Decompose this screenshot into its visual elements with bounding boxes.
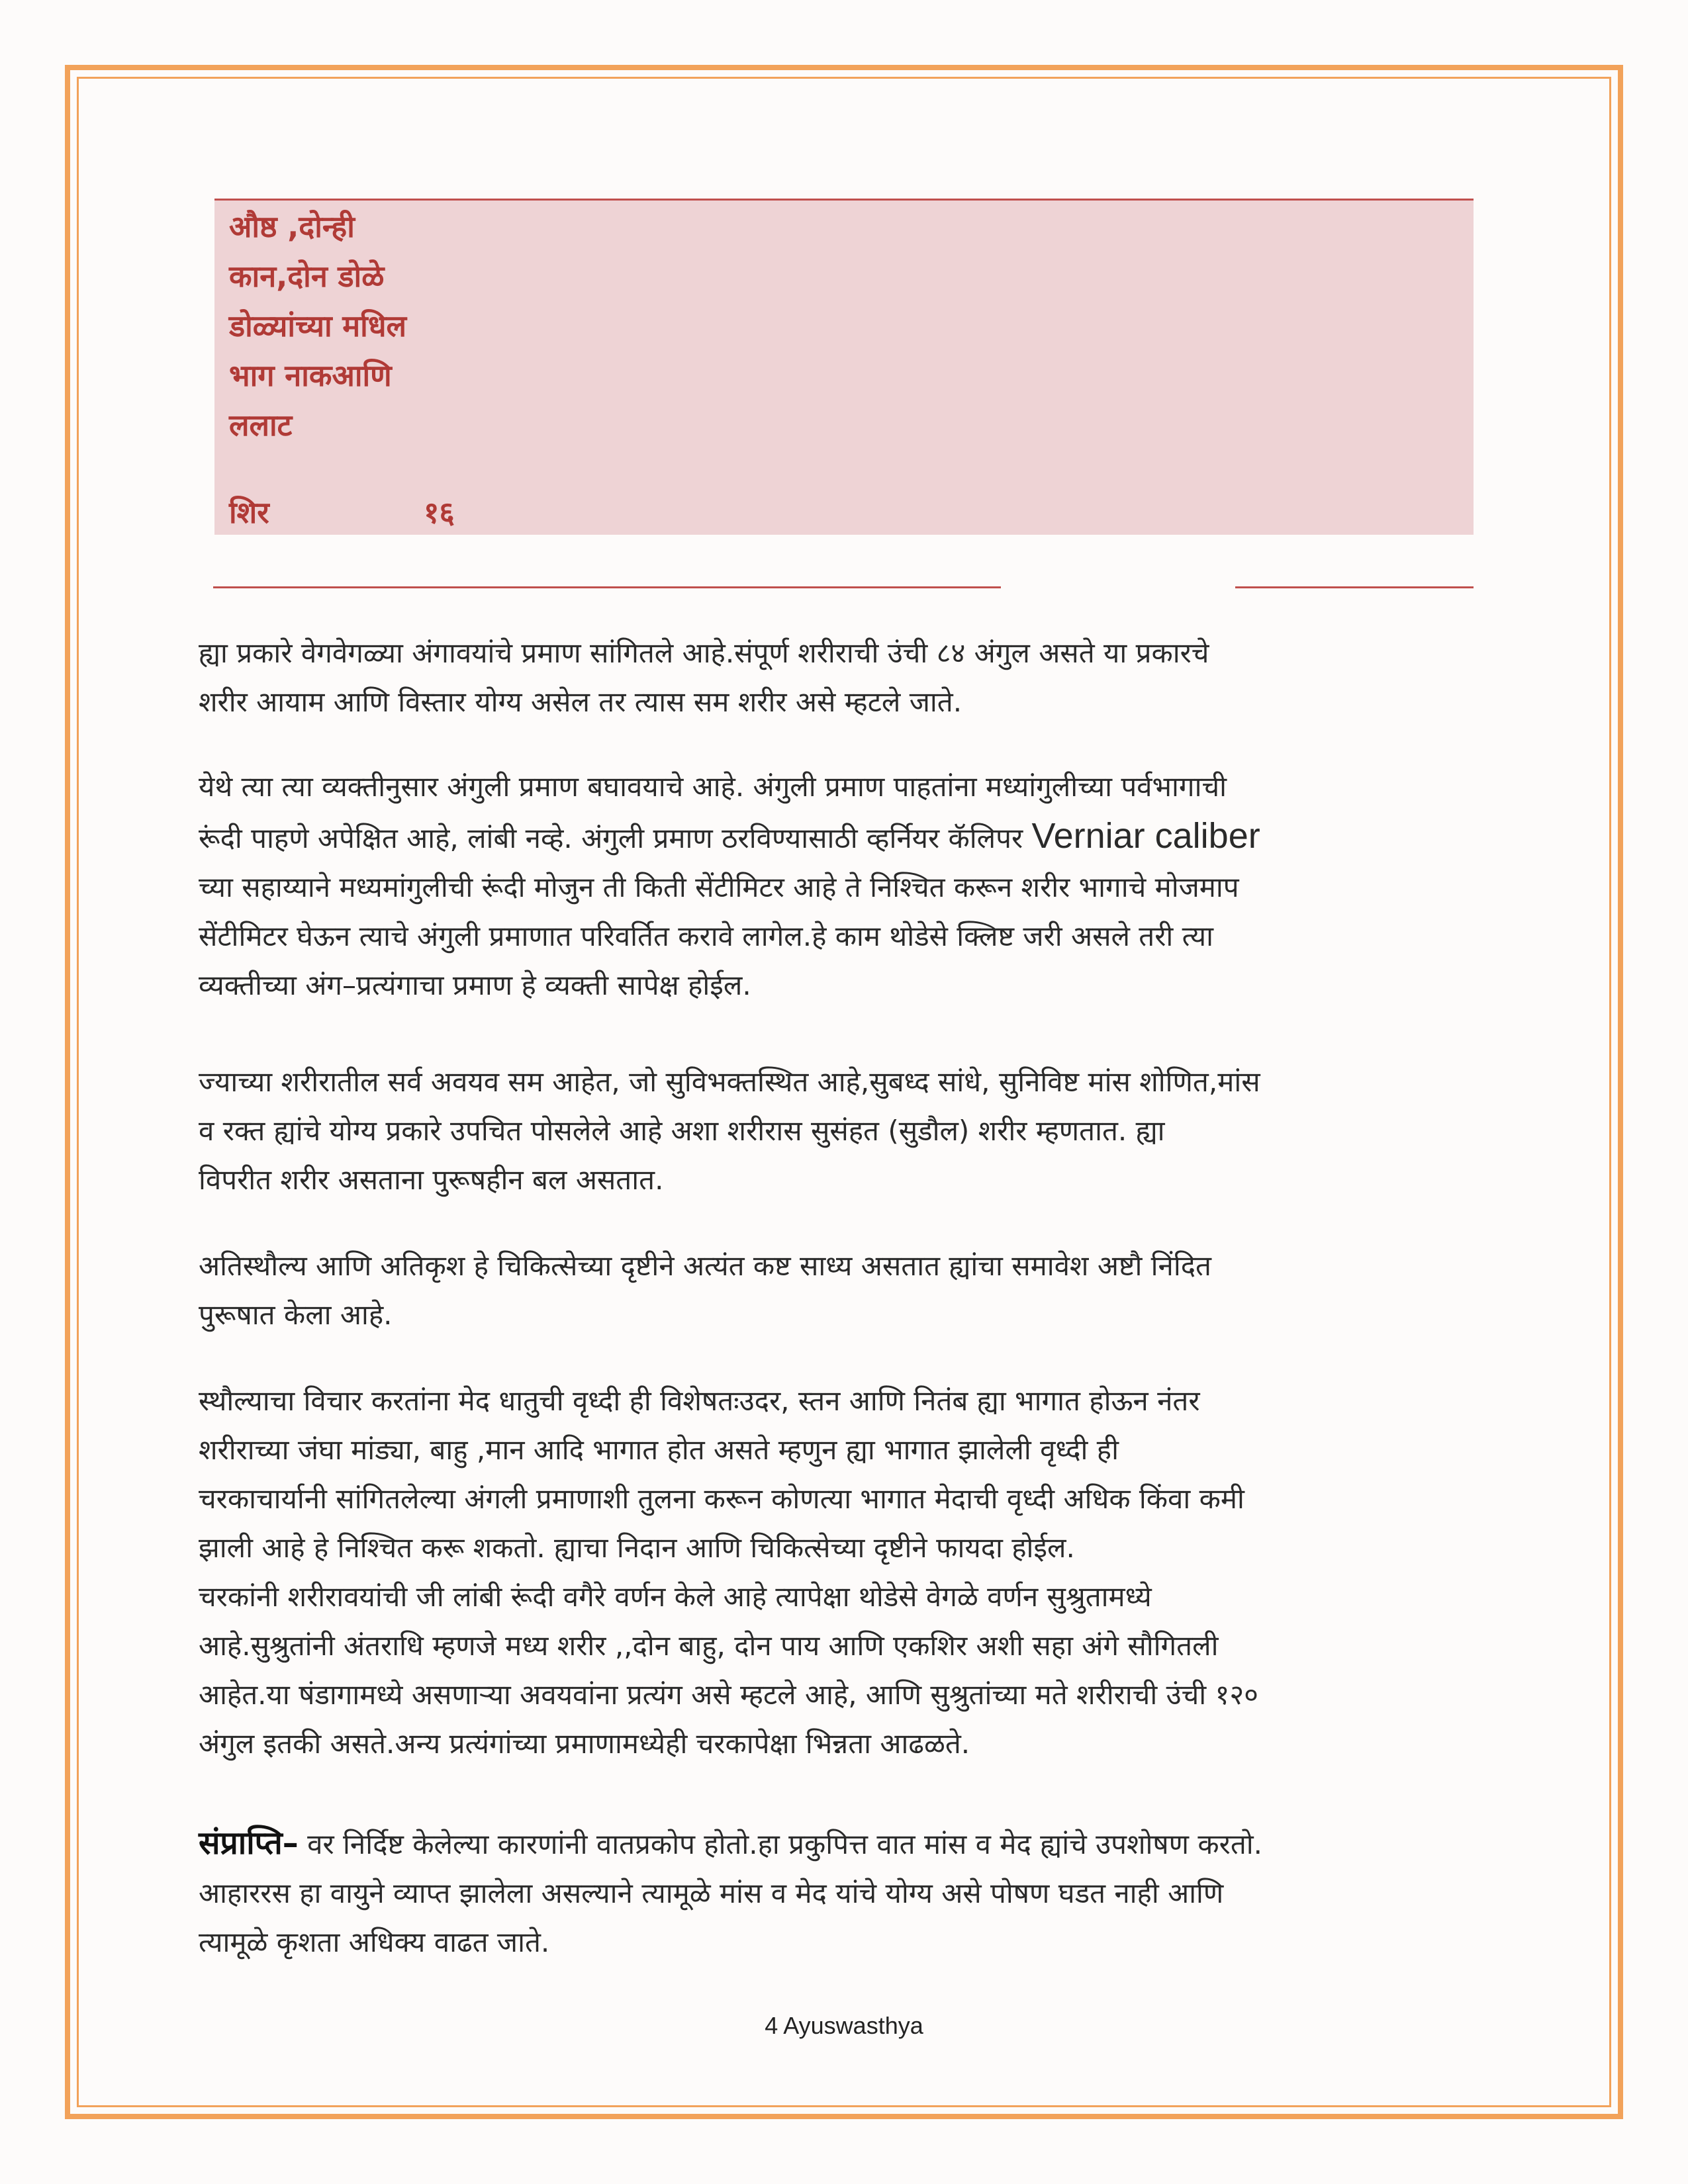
text-line: स्थौल्याचा विचार करतांना मेद धातुची वृध्दी ही विशेषतःउदर, स्तन आणि नितंब ह्या भागात होऊन नंतर [199, 1385, 1200, 1417]
paragraph-5 [199, 1377, 1496, 1768]
text-line: शरीराच्या जंघा मांड्या, बाहु ,मान आदि भागात होत असते म्हणुन ह्या भागात झालेली वृध्दी ही [199, 1433, 1119, 1466]
text-line: च्या सहाय्याने मध्यमांगुलीची रूंदी मोजुन ती किती सेंटीमिटर आहे ते निश्चित करून शरीर भागाचे मोजमाप [199, 871, 1239, 903]
section-heading: संप्राप्ति– [199, 1825, 299, 1862]
text-line: ज्याच्या शरीरातील सर्व अवयव सम आहेत, जो सुविभक्तस्थित आहे,सुबध्द सांधे, सुनिविष्ट मांस शोणित,मांस [199, 1066, 1260, 1098]
table-row-value: १६ [424, 495, 455, 530]
paragraph-1 [199, 629, 1496, 727]
text-line: चरकांनी शरीरावयांची जी लांबी रूंदी वगैरे वर्णन केले आहे त्यापेक्षा थोडेसे वेगळे वर्णन सुश्रुतामध्ये [199, 1580, 1152, 1613]
divider-right [1235, 586, 1474, 588]
paragraph-6 [199, 1819, 1496, 1967]
text-line: आहेत.या षंडागामध्ये असणाऱ्या अवयवांना प्रत्यंग असे म्हटले आहे, आणि सुश्रुतांच्या मते शरीराची उंची १२० [199, 1678, 1259, 1711]
table-line: भाग नाकआणि [229, 358, 392, 393]
latin-term: Verniar caliber [1031, 816, 1260, 856]
page-footer: 4 Ayuswasthya [765, 2012, 923, 2039]
text-line: विपरीत शरीर असताना पुरूषहीन बल असतात. [199, 1163, 664, 1196]
text-line: अंगुल इतकी असते.अन्य प्रत्यंगांच्या प्रमाणामध्येही चरकापेक्षा भिन्नता आढळते. [199, 1727, 970, 1760]
shaded-table-cell [214, 199, 1474, 535]
table-line: कान,दोन डोळे [229, 259, 385, 294]
paragraph-3 [199, 1058, 1496, 1205]
text-line [199, 1819, 1496, 1869]
table-line: औष्ठ ,दोन्ही [229, 209, 355, 244]
text-line: ह्या प्रकारे वेगवेगळ्या अंगावयांचे प्रमाण सांगितले आहे.संपूर्ण शरीराची उंची ८४ अंगुल असते या प्रकारचे [199, 637, 1209, 669]
text-line: सेंटीमिटर घेऊन त्याचे अंगुली प्रमाणात परिवर्तित करावे लागेल.हे काम थोडेसे क्लिष्ट जरी असले तरी त्या [199, 920, 1214, 952]
text-line: व रक्त ह्यांचे योग्य प्रकारे उपचित पोसलेले आहे अशा शरीरास सुसंहत (सुडौल) शरीर म्हणतात. ह्या [199, 1115, 1165, 1147]
text-line: आहे.सुश्रुतांनी अंतराधि म्हणजे मध्य शरीर ,,दोन बाहु, दोन पाय आणि एकशिर अशी सहा अंगे सौगितली [199, 1629, 1219, 1662]
text-line: शरीर आयाम आणि विस्तार योग्य असेल तर त्यास सम शरीर असे म्हटले जाते. [199, 686, 962, 718]
text-line: अतिस्थौल्य आणि अतिकृश हे चिकित्सेच्या दृष्टीने अत्यंत कष्ट साध्य असतात ह्यांचा समावेश अष्टौ निंदित [199, 1250, 1211, 1282]
table-line: डोळ्यांच्या मधिल [229, 308, 407, 343]
text-line: पुरूषात केला आहे. [199, 1298, 393, 1331]
table-line: ललाट [229, 408, 293, 443]
text-line [199, 811, 1496, 863]
table-row-label: शिर [229, 495, 269, 530]
paragraph-4 [199, 1242, 1496, 1340]
text-segment: रूंदी पाहणे अपेक्षित आहे, लांबी नव्हे. अंगुली प्रमाण ठरविण्यासाठी व्हर्नियर कॅलिपर [199, 822, 1032, 854]
text-line: झाली आहे हे निश्चित करू शकतो. ह्याचा निदान आणि चिकित्सेच्या दृष्टीने फायदा होईल. [199, 1531, 1075, 1564]
divider-left [213, 586, 1001, 588]
text-line: येथे त्या त्या व्यक्तीनुसार अंगुली प्रमाण बघावयाचे आहे. अंगुली प्रमाण पाहतांना मध्यांगुलीच्या पर्वभागाची [199, 770, 1227, 803]
text-line: चरकाचार्यानी सांगितलेल्या अंगली प्रमाणाशी तुलना करून कोणत्या भागात मेदाची वृध्दी अधिक किंवा कमी [199, 1482, 1244, 1515]
text-segment: वर निर्दिष्ट केलेल्या कारणांनी वातप्रकोप होतो.हा प्रकुपित्त वात मांस व मेद ह्यांचे उपशोषण करतो. [298, 1828, 1263, 1860]
text-line: आहाररस हा वायुने व्याप्त झालेला असल्याने त्यामूळे मांस व मेद यांचे योग्य असे पोषण घडत नाही आणि [199, 1877, 1224, 1909]
paragraph-2 [199, 762, 1496, 1010]
text-line: व्यक्तीच्या अंग–प्रत्यंगाचा प्रमाण हे व्यक्ती सापेक्ष होईल. [199, 969, 751, 1001]
text-line: त्यामूळे कृशता अधिक्य वाढत जाते. [199, 1926, 550, 1958]
